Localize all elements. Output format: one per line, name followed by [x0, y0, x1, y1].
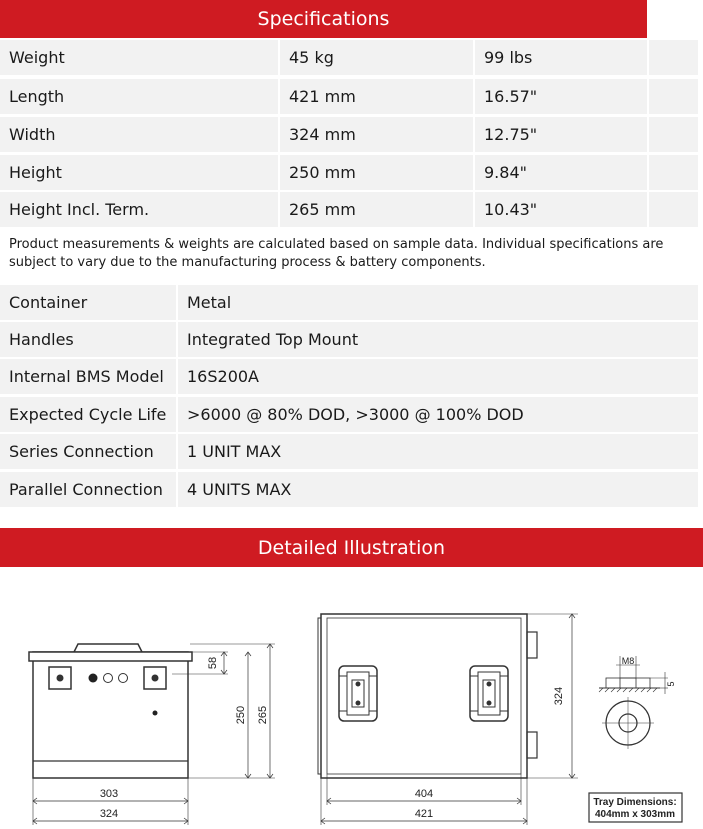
dimension-imperial: 12.75": [475, 117, 647, 152]
dim-length: 421: [414, 808, 434, 820]
feature-value: >6000 @ 80% DOD, >3000 @ 100% DOD: [178, 397, 698, 432]
feature-label: Expected Cycle Life: [0, 397, 176, 432]
dimension-imperial: 10.43": [475, 192, 647, 227]
terminal-detail: [599, 656, 676, 749]
dimension-row: [0, 117, 698, 152]
illustration-title: Detailed Illustration: [257, 536, 446, 559]
dimension-spacer: [649, 155, 698, 190]
top-view: [318, 614, 578, 825]
dimension-imperial: 99 lbs: [475, 40, 647, 75]
dim-terminal-height: 58: [207, 656, 219, 670]
dimension-label: Width: [0, 117, 278, 152]
dim-height-incl-term: 265: [257, 705, 269, 725]
dimension-row: [0, 79, 698, 114]
feature-row: [0, 322, 698, 357]
dimension-metric: 324 mm: [280, 117, 473, 152]
feature-value: Integrated Top Mount: [178, 322, 698, 357]
feature-row: [0, 397, 698, 432]
dimension-row: [0, 40, 698, 75]
feature-value: Metal: [178, 285, 698, 320]
measurement-note: Product measurements & weights are calculated based on sample data. Individual specifications are subject to vary due to the manufacturing process & battery components.: [9, 237, 664, 270]
dimension-imperial: 9.84": [475, 155, 647, 190]
dimension-imperial: 16.57": [475, 79, 647, 114]
specifications-title: Specifications: [257, 8, 390, 30]
front-view: [29, 644, 275, 825]
dimension-spacer: [649, 192, 698, 227]
dimension-spacer: [649, 117, 698, 152]
feature-value: 4 UNITS MAX: [178, 472, 698, 507]
dim-inner-length: 404: [414, 788, 434, 800]
dimension-metric: 45 kg: [280, 40, 473, 75]
illustration-header: [0, 528, 703, 567]
dimension-label: Height: [0, 155, 278, 190]
tray-dimensions-box: [589, 793, 682, 822]
feature-value: 1 UNIT MAX: [178, 434, 698, 469]
dim-height: 250: [235, 705, 247, 725]
dimension-metric: 250 mm: [280, 155, 473, 190]
dimension-label: Length: [0, 79, 278, 114]
right-handle: [470, 666, 508, 721]
feature-row: [0, 434, 698, 469]
dimension-row: [0, 192, 698, 227]
feature-label: Internal BMS Model: [0, 359, 176, 394]
feature-label: Series Connection: [0, 434, 176, 469]
dimension-label: Height Incl. Term.: [0, 192, 278, 227]
left-handle: [339, 666, 377, 721]
dim-top-width: 324: [553, 686, 565, 706]
feature-label: Parallel Connection: [0, 472, 176, 507]
feature-label: Container: [0, 285, 176, 320]
specifications-header: [0, 0, 647, 38]
terminal-thread-label: M8: [621, 656, 635, 666]
dimension-metric: 421 mm: [280, 79, 473, 114]
dimension-label: Weight: [0, 40, 278, 75]
feature-row: [0, 359, 698, 394]
feature-label: Handles: [0, 322, 176, 357]
dim-inner-width: 303: [99, 788, 119, 800]
dimension-spacer: [649, 79, 698, 114]
dimension-spacer: [649, 40, 698, 75]
dim-width: 324: [99, 808, 119, 820]
tray-title: Tray Dimensions:: [593, 797, 677, 808]
feature-value: 16S200A: [178, 359, 698, 394]
dimension-row: [0, 155, 698, 190]
technical-drawing: [0, 567, 703, 829]
tray-value: 404mm x 303mm: [594, 809, 676, 820]
dimension-metric: 265 mm: [280, 192, 473, 227]
feature-row: [0, 285, 698, 320]
terminal-depth-label: 5: [666, 681, 676, 687]
feature-row: [0, 472, 698, 507]
